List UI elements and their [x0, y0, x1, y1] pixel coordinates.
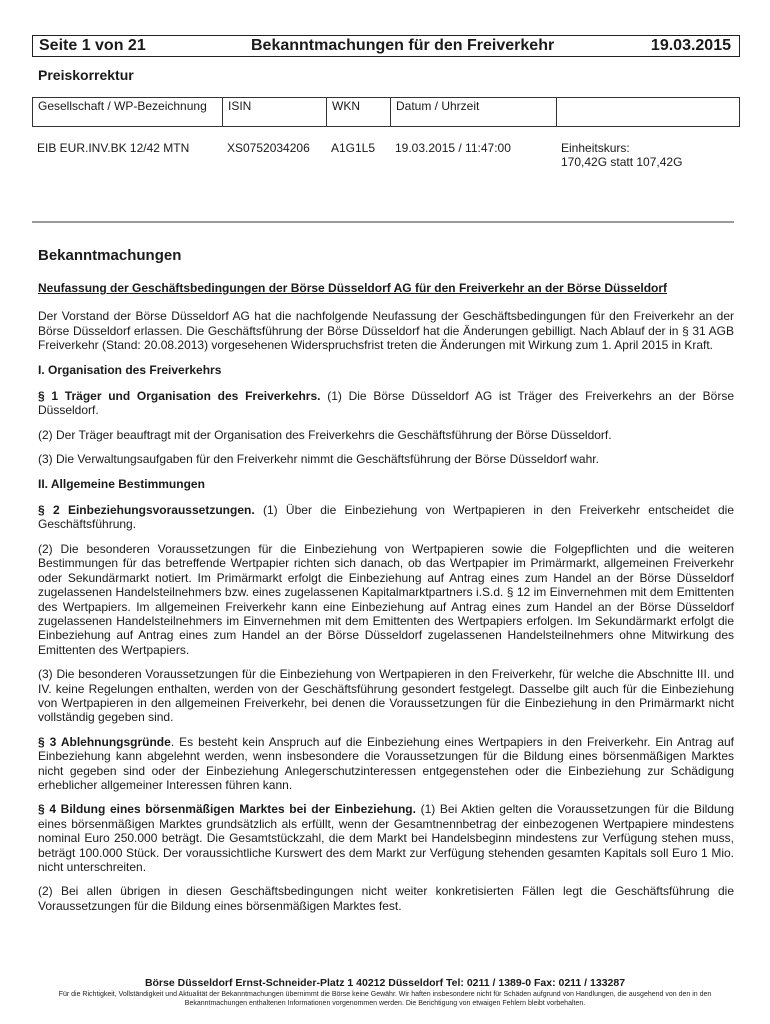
note-line-2: 170,42G statt 107,42G — [561, 155, 683, 169]
paragraph-1-heading: § 1 Träger und Organisation des Freiverkehrs. — [38, 389, 321, 404]
table-row — [32, 141, 740, 177]
intro-paragraph: Der Vorstand der Börse Düsseldorf AG hat die nachfolgende Neufassung der Geschäftsbedingungen für den Freiverkehr an der Börse Düsseldorf erlassen. Die Geschäftsführung der Börse Düsseldorf hat die Änderungen gebilligt. Nach Ablauf der in § 31 AGB Freiverkehr (Stand: 20.08.2013) vorgesehenen Widerspruchsfrist treten die Änderungen mit Wirkung zum 1. April 2015 in Kraft. — [38, 309, 734, 353]
cell-note — [556, 141, 738, 169]
section-divider — [32, 221, 734, 223]
preiskorrektur-table — [32, 97, 740, 177]
paragraph-1-1 — [38, 389, 734, 418]
paragraph-3-text: . Es besteht kein Anspruch auf die Einbeziehung eines Wertpapiers in den Freiverkehr. Ein Antrag auf Einbeziehung kann abgelehnt werden, wenn insbesondere die Voraussetzungen für die Bildung eines börsenmäßigen Marktes nicht gegeben sind oder der Einbeziehung Anlegerschutzinteressen entgegenstehen oder die Einbeziehung zur Schädigung erheblicher allgemeiner Interessen führen kann. — [38, 734, 735, 792]
paragraph-2-1 — [38, 503, 734, 532]
paragraph-3-heading: § 3 Ablehnungsgründe — [38, 734, 171, 749]
footer-disclaimer: Für die Richtigkeit, Vollständigkeit und Aktualität der Bekanntmachungen übernimmt die Börse keine Gewähr. Wir haften insbesondere nicht für Schäden aufgrund von Handlungen, die ausgehend von den in den Bekanntmachungen enthaltenen Informationen vorgenommen werden. Die Berichtigung von etwaigen Fehlern bleibt vorbehalten. — [58, 991, 712, 1007]
paragraph-4-text: (1) Bei Aktien gelten die Voraussetzungen für die Bildung eines börsenmäßigen Marktes grundsätzlich als erfüllt, wenn der Gesamtnennbetrag der einbezogenen Wertpapiere mindestens nominal Euro 250.000 beträgt. Die Gesamtstückzahl, die dem Markt bei Handelsbeginn mindestens zur Verfügung stehen muss, beträgt 100.000 Stück. Der voraussichtliche Kurswert des dem Markt zur Verfügung stehenden gesamten Kapitals soll Euro 1 Mio. nicht unterschreiten. — [38, 802, 734, 874]
column-header-wkn: WKN — [327, 98, 391, 126]
section-heading-allgemein: II. Allgemeine Bestimmungen — [38, 476, 205, 491]
paragraph-1-3: (3) Die Verwaltungsaufgaben für den Freiverkehr nimmt die Geschäftsführung der Börse Düsseldorf wahr. — [38, 452, 599, 467]
paragraph-2-3: (3) Die besonderen Voraussetzungen für die Einbeziehung von Wertpapieren in den Freiverkehr, für welche die Abschnitte III. und IV. keine Regelungen enthalten, werden von der Geschäftsführung gesondert festgelegt. Dasselbe gilt auch für die Einbeziehung von Wertpapieren in den allgemeinen Freiverkehr, bei denen die Voraussetzungen für die Einbeziehung in den Primärmarkt nicht vollständig gegeben sind. — [38, 667, 734, 725]
paragraph-4-2: (2) Bei allen übrigen in diesen Geschäftsbedingungen nicht weiter konkretisierten Fällen legt die Geschäftsführung die Voraussetzungen für die Bildung eines börsenmäßigen Marktes fest. — [38, 884, 734, 913]
cell-isin: XS0752034206 — [227, 141, 310, 155]
column-header-note — [557, 98, 739, 126]
column-header-datetime: Datum / Uhrzeit — [391, 98, 557, 126]
paragraph-4-1 — [38, 802, 734, 874]
paragraph-2-heading: § 2 Einbeziehungsvoraussetzungen. — [38, 503, 255, 518]
table-header-row — [32, 97, 740, 127]
cell-company: EIB EUR.INV.BK 12/42 MTN — [37, 141, 190, 155]
cell-wkn: A1G1L5 — [331, 141, 376, 155]
footer-address: Börse Düsseldorf Ernst-Schneider-Platz 1 40212 Düsseldorf Tel: 0211 / 1389-0 Fax: 0211 / 133287 — [144, 977, 626, 989]
preiskorrektur-title: Preiskorrektur — [38, 67, 134, 83]
page-header — [32, 35, 740, 57]
header-date: 19.03.2015 — [650, 37, 731, 54]
page-number: Seite 1 von 21 — [39, 37, 146, 54]
column-header-isin: ISIN — [223, 98, 327, 126]
paragraph-3-1 — [38, 735, 734, 793]
section-heading-organisation: I. Organisation des Freiverkehrs — [38, 362, 222, 377]
cell-datetime: 19.03.2015 / 11:47:00 — [395, 141, 511, 155]
bekanntmachungen-title: Bekanntmachungen — [38, 247, 182, 264]
paragraph-1-2: (2) Der Träger beauftragt mit der Organisation des Freiverkehrs die Geschäftsführung der Börse Düsseldorf. — [38, 427, 612, 442]
announcement-body — [38, 281, 734, 923]
paragraph-2-2: (2) Die besonderen Voraussetzungen für die Einbeziehung von Wertpapieren sowie die Folgepflichten und die weiteren Bestimmungen für das betreffende Wertpapier richten sich danach, ob das Wertpapier im Primärmarkt, allgemeinen Freiverkehr oder Sekundärmarkt notiert. Im Primärmarkt erfolgt die Einbeziehung auf Antrag eines zum Handel an der Börse Düsseldorf zugelassenen Handelsteilnehmers bzw. eines zugelassenen Kapitalmarktpartners i.S.d. § 12 im Einvernehmen mit dem Emittenten des Wertpapiers. Im allgemeinen Freiverkehr kann eine Einbeziehung auf Antrag eines zum Handel an der Börse Düsseldorf zugelassenen Handelsteilnehmers im Einvernehmen mit dem Emittenten des Wertpapiers erfolgen. Im Sekundärmarkt erfolgt die Einbeziehung auf Antrag eines zum Handel an der Börse Düsseldorf zugelassenen Handelsteilnehmers ohne Mitwirkung des Emittenten des Wertpapiers. — [38, 541, 734, 657]
paragraph-1-text: (1) Die Börse Düsseldorf AG ist Träger des Freiverkehrs an der Börse Düsseldorf. — [38, 389, 734, 418]
note-line-1: Einheitskurs: — [561, 141, 630, 155]
announcement-subject: Neufassung der Geschäftsbedingungen der Börse Düsseldorf AG für den Freiverkehr an der Börse Düsseldorf — [38, 281, 668, 295]
paragraph-4-heading: § 4 Bildung eines börsenmäßigen Marktes bei der Einbeziehung. — [38, 802, 416, 817]
paragraph-2-text: (1) Über die Einbeziehung von Wertpapieren in den Freiverkehr entscheidet die Geschäftsführung. — [38, 503, 734, 532]
column-header-company: Gesellschaft / WP-Bezeichnung — [33, 98, 223, 126]
header-title: Bekanntmachungen für den Freiverkehr — [251, 37, 555, 54]
